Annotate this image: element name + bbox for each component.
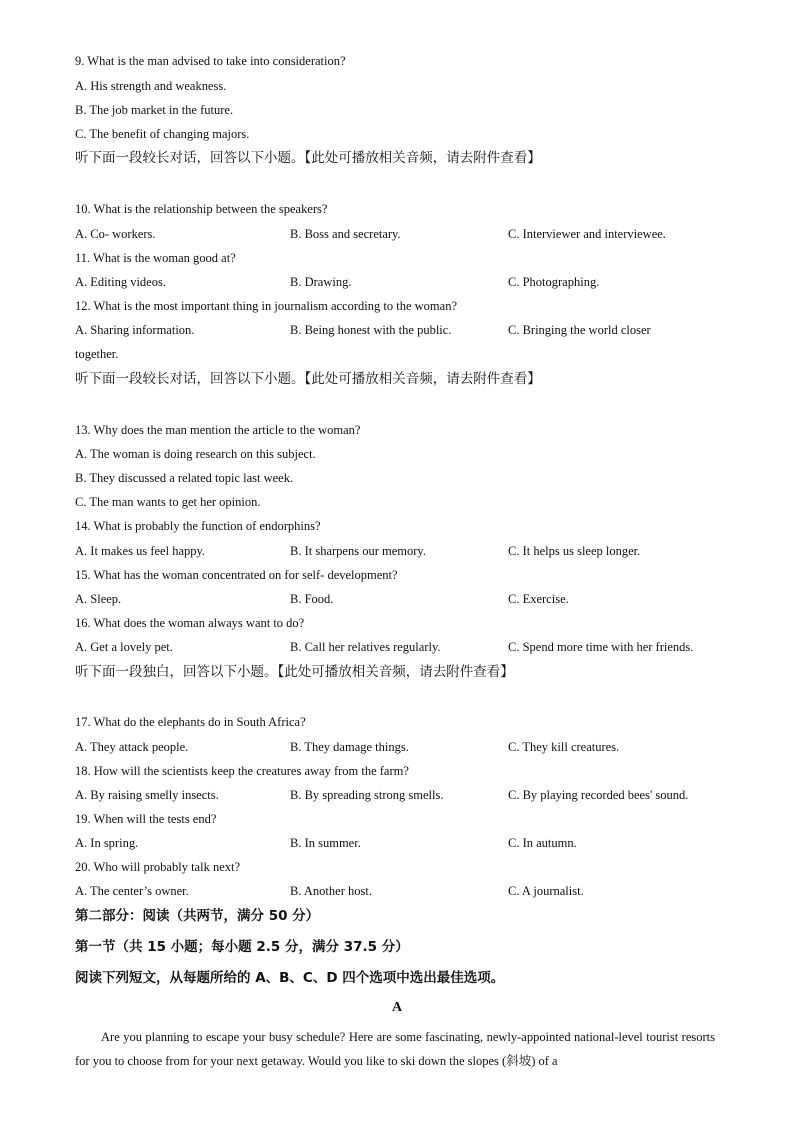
q20-option-b: B. Another host. (290, 884, 372, 898)
q16-option-a: A. Get a lovely pet. (75, 640, 173, 654)
listening-instruction: 听下面一段较长对话，回答以下小题。【此处可播放相关音频，请去附件查看】 (75, 150, 541, 166)
q12-option-a: A. Sharing information. (75, 323, 195, 337)
q9-option-a: A. His strength and weakness. (75, 79, 227, 93)
q14-option-b: B. It sharpens our memory. (290, 544, 426, 558)
q9-option-c: C. The benefit of changing majors. (75, 127, 250, 141)
listening-instruction: 听下面一段独白，回答以下小题。【此处可播放相关音频，请去附件查看】 (75, 664, 514, 680)
q17-option-b: B. They damage things. (290, 740, 409, 754)
q17-stem: 17. What do the elephants do in South Africa? (75, 715, 306, 729)
q13-option-a: A. The woman is doing research on this subject. (75, 447, 316, 461)
q18-stem: 18. How will the scientists keep the creatures away from the farm? (75, 764, 409, 778)
q17-option-a: A. They attack people. (75, 740, 189, 754)
q11-option-a: A. Editing videos. (75, 275, 166, 289)
part-heading: 第二部分：阅读（共两节，满分 50 分） (75, 908, 320, 924)
q18-option-b: B. By spreading strong smells. (290, 788, 444, 802)
q20-option-a: A. The center’s owner. (75, 884, 189, 898)
q19-option-c: C. In autumn. (508, 836, 577, 850)
q13-option-b: B. They discussed a related topic last week. (75, 471, 294, 485)
q17-option-c: C. They kill creatures. (508, 740, 620, 754)
q20-stem: 20. Who will probably talk next? (75, 860, 241, 874)
q10-option-a: A. Co- workers. (75, 227, 156, 241)
passage-label: A (391, 1000, 403, 1015)
q14-option-c: C. It helps us sleep longer. (508, 544, 641, 558)
q13-option-c: C. The man wants to get her opinion. (75, 495, 261, 509)
q12-option-b: B. Being honest with the public. (290, 323, 452, 337)
q15-option-b: B. Food. (290, 592, 334, 606)
q11-option-b: B. Drawing. (290, 275, 352, 289)
q10-option-c: C. Interviewer and interviewee. (508, 227, 666, 241)
q18-option-c: C. By playing recorded bees' sound. (508, 788, 689, 802)
passage-text: Are you planning to escape your busy schedule? Here are some fascinating, newly-appointed national-level tourist resorts for you to choose from for your next getaway. Would you like to ski down the slopes (斜坡) of a (75, 1030, 715, 1068)
q16-stem: 16. What does the woman always want to do? (75, 616, 305, 630)
q10-stem: 10. What is the relationship between the speakers? (75, 202, 328, 216)
q13-stem: 13. Why does the man mention the article to the woman? (75, 423, 361, 437)
q11-stem: 11. What is the woman good at? (75, 251, 236, 265)
q19-option-a: A. In spring. (75, 836, 139, 850)
listening-instruction: 听下面一段较长对话，回答以下小题。【此处可播放相关音频，请去附件查看】 (75, 371, 541, 387)
q14-stem: 14. What is probably the function of endorphins? (75, 519, 321, 533)
q11-option-c: C. Photographing. (508, 275, 600, 289)
q15-option-c: C. Exercise. (508, 592, 569, 606)
q12-option-c: C. Bringing the world closer (508, 323, 651, 337)
q18-option-a: A. By raising smelly insects. (75, 788, 219, 802)
q12-stem: 12. What is the most important thing in journalism according to the woman? (75, 299, 457, 313)
q14-option-a: A. It makes us feel happy. (75, 544, 206, 558)
q20-option-c: C. A journalist. (508, 884, 584, 898)
q19-option-b: B. In summer. (290, 836, 361, 850)
q15-option-a: A. Sleep. (75, 592, 122, 606)
q15-stem: 15. What has the woman concentrated on for self- development? (75, 568, 398, 582)
q16-option-b: B. Call her relatives regularly. (290, 640, 441, 654)
q9-option-b: B. The job market in the future. (75, 103, 234, 117)
q16-option-c: C. Spend more time with her friends. (508, 640, 694, 654)
q12-option-c-continued: together. (75, 347, 119, 361)
q9-stem: 9. What is the man advised to take into consideration? (75, 54, 346, 68)
reading-instruction: 阅读下列短文，从每题所给的 A、B、C、D 四个选项中选出最佳选项。 (75, 970, 505, 986)
section-heading: 第一节（共 15 小题；每小题 2.5 分，满分 37.5 分） (75, 939, 409, 955)
q10-option-b: B. Boss and secretary. (290, 227, 401, 241)
q19-stem: 19. When will the tests end? (75, 812, 217, 826)
